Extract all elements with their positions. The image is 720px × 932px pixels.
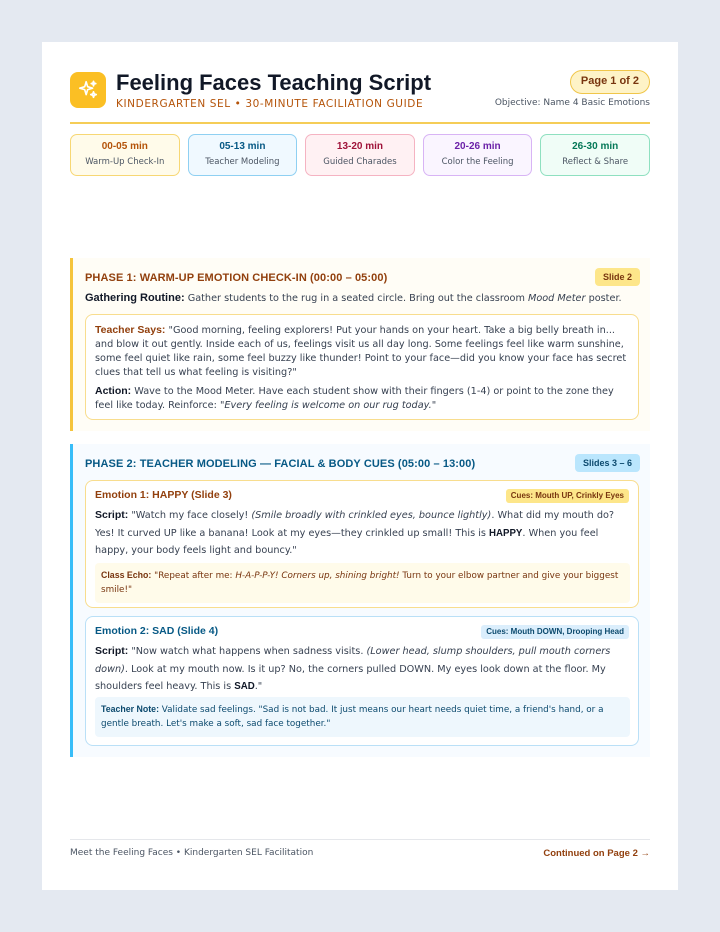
footer-text: Meet the Feeling Faces • Kindergarten SEL Facilitation: [70, 848, 314, 858]
teacher-says-text: "Good morning, feeling explorers! Put your hands on your heart. Take a big belly breath in... and blow it out gently. Inside each of us, feelings visit us all day long. Some feelings feel like warm sunshine, some feel quiet like rain, some feel buzzy like thunder! Point to your face—did you know your face has secret clues that tell us what feeling is visiting?": [95, 325, 627, 378]
teacher-note-text: Validate sad feelings. "Sad is not bad. It just means our heart needs quiet time, a friend's hand, or a gentle breath. Let's make a soft, sad face together.": [101, 705, 604, 729]
timeline-card: [188, 134, 298, 176]
class-echo-italic: H-A-P-P-Y! Corners up, shining bright!: [235, 571, 400, 581]
routine-text: Gather students to the rug in a seated circle. Bring out the classroom: [184, 293, 528, 304]
teacher-note-box: [95, 697, 630, 737]
teacher-note-label: Teacher Note:: [101, 704, 160, 714]
action-label: Action:: [95, 385, 132, 397]
timeline: [70, 134, 650, 176]
teacher-says-label: Teacher Says:: [95, 324, 166, 336]
timeline-activity: Reflect & Share: [562, 157, 629, 167]
sad-script-3: .": [254, 681, 263, 692]
happy-script-3: . When you feel happy, your body feels light and bouncy.": [95, 527, 599, 556]
timeline-card: [423, 134, 533, 176]
happy-script-2: . What did my mouth do? Yes! It curved UP like a banana! Look at my eyes—they crinkled up small! This is: [95, 510, 615, 539]
routine-label: Gathering Routine:: [85, 292, 185, 304]
routine-end: poster.: [585, 293, 622, 304]
gathering-routine: [85, 292, 622, 304]
class-echo-end: Turn to your elbow partner and give your biggest smile!": [101, 571, 619, 595]
timeline-time: 26-30 min: [572, 141, 619, 152]
sad-cue-badge: Cues: Mouth DOWN, Drooping Head: [481, 625, 629, 639]
happy-script: [95, 507, 630, 560]
timeline-activity: Color the Feeling: [441, 157, 514, 167]
sad-script-label: Script:: [95, 645, 129, 657]
teacher-says: [95, 323, 629, 380]
phase-1-slide-badge: Slide 2: [595, 268, 640, 286]
sad-script-italic: (Lower head, slump shoulders, pull mouth corners down): [95, 646, 611, 675]
sad-script-1: "Now watch what happens when sadness visits.: [128, 646, 367, 657]
emotion-happy-heading: Emotion 1: HAPPY (Slide 3): [95, 489, 232, 501]
action-text: Wave to the Mood Meter. Have each student show with their fingers (1-4) or point to the zone they feel like today. Reinforce:: [95, 386, 614, 411]
happy-script-italic: (Smile broadly with crinkled eyes, bounce lightly): [251, 510, 492, 521]
timeline-card: [540, 134, 650, 176]
page-number-badge: Page 1 of 2: [570, 70, 650, 94]
continued-link[interactable]: Continued on Page 2 →: [543, 848, 650, 859]
emotion-sad-card: [85, 616, 639, 746]
timeline-activity: Teacher Modeling: [205, 157, 280, 167]
action: [95, 384, 629, 413]
page-subtitle: KINDERGARTEN SEL • 30-MINUTE FACILIATION GUIDE: [116, 98, 424, 110]
header-divider: [70, 122, 650, 124]
class-echo-label: Class Echo:: [101, 570, 152, 580]
timeline-activity: Warm-Up Check-In: [85, 157, 165, 167]
timeline-card: [70, 134, 180, 176]
footer-divider: [70, 839, 650, 840]
teacher-says-box: [85, 314, 639, 420]
routine-italic: Mood Meter: [527, 293, 586, 304]
action-italic: "Every feeling is welcome on our rug today.": [219, 400, 437, 411]
timeline-card: [305, 134, 415, 176]
timeline-activity: Guided Charades: [323, 157, 397, 167]
sad-script: [95, 643, 630, 696]
timeline-time: 05-13 min: [219, 141, 266, 152]
page-title: Feeling Faces Teaching Script: [116, 70, 432, 95]
phase-2-title: PHASE 2: TEACHER MODELING — FACIAL & BODY CUES (05:00 – 13:00): [85, 458, 476, 470]
happy-cue-badge: Cues: Mouth UP, Crinkly Eyes: [506, 489, 629, 503]
document-page: [42, 42, 678, 890]
sad-script-strong: SAD: [234, 681, 255, 692]
phase-2-slide-badge: Slides 3 – 6: [575, 454, 640, 472]
happy-script-1: "Watch my face closely!: [128, 510, 252, 521]
phase-1-section: [70, 258, 650, 431]
emotion-happy-card: [85, 480, 639, 608]
header: [70, 72, 650, 124]
phase-1-title: PHASE 1: WARM-UP EMOTION CHECK-IN (00:00 – 05:00): [85, 272, 388, 284]
sparkles-icon: [70, 72, 106, 108]
phase-2-section: [70, 444, 650, 757]
timeline-time: 00-05 min: [101, 141, 148, 152]
timeline-time: 20-26 min: [454, 141, 501, 152]
objective-text: Objective: Name 4 Basic Emotions: [494, 98, 650, 108]
sad-script-2: . Look at my mouth now. Is it up? No, the corners pulled DOWN. My eyes look down at the floor. My shoulders feel heavy. This is: [95, 663, 606, 692]
class-echo-box: [95, 563, 630, 603]
emotion-sad-heading: Emotion 2: SAD (Slide 4): [95, 625, 219, 637]
happy-script-strong: HAPPY: [489, 527, 523, 539]
happy-script-label: Script:: [95, 509, 129, 521]
timeline-time: 13-20 min: [336, 141, 384, 152]
class-echo-text: "Repeat after me:: [151, 571, 236, 581]
